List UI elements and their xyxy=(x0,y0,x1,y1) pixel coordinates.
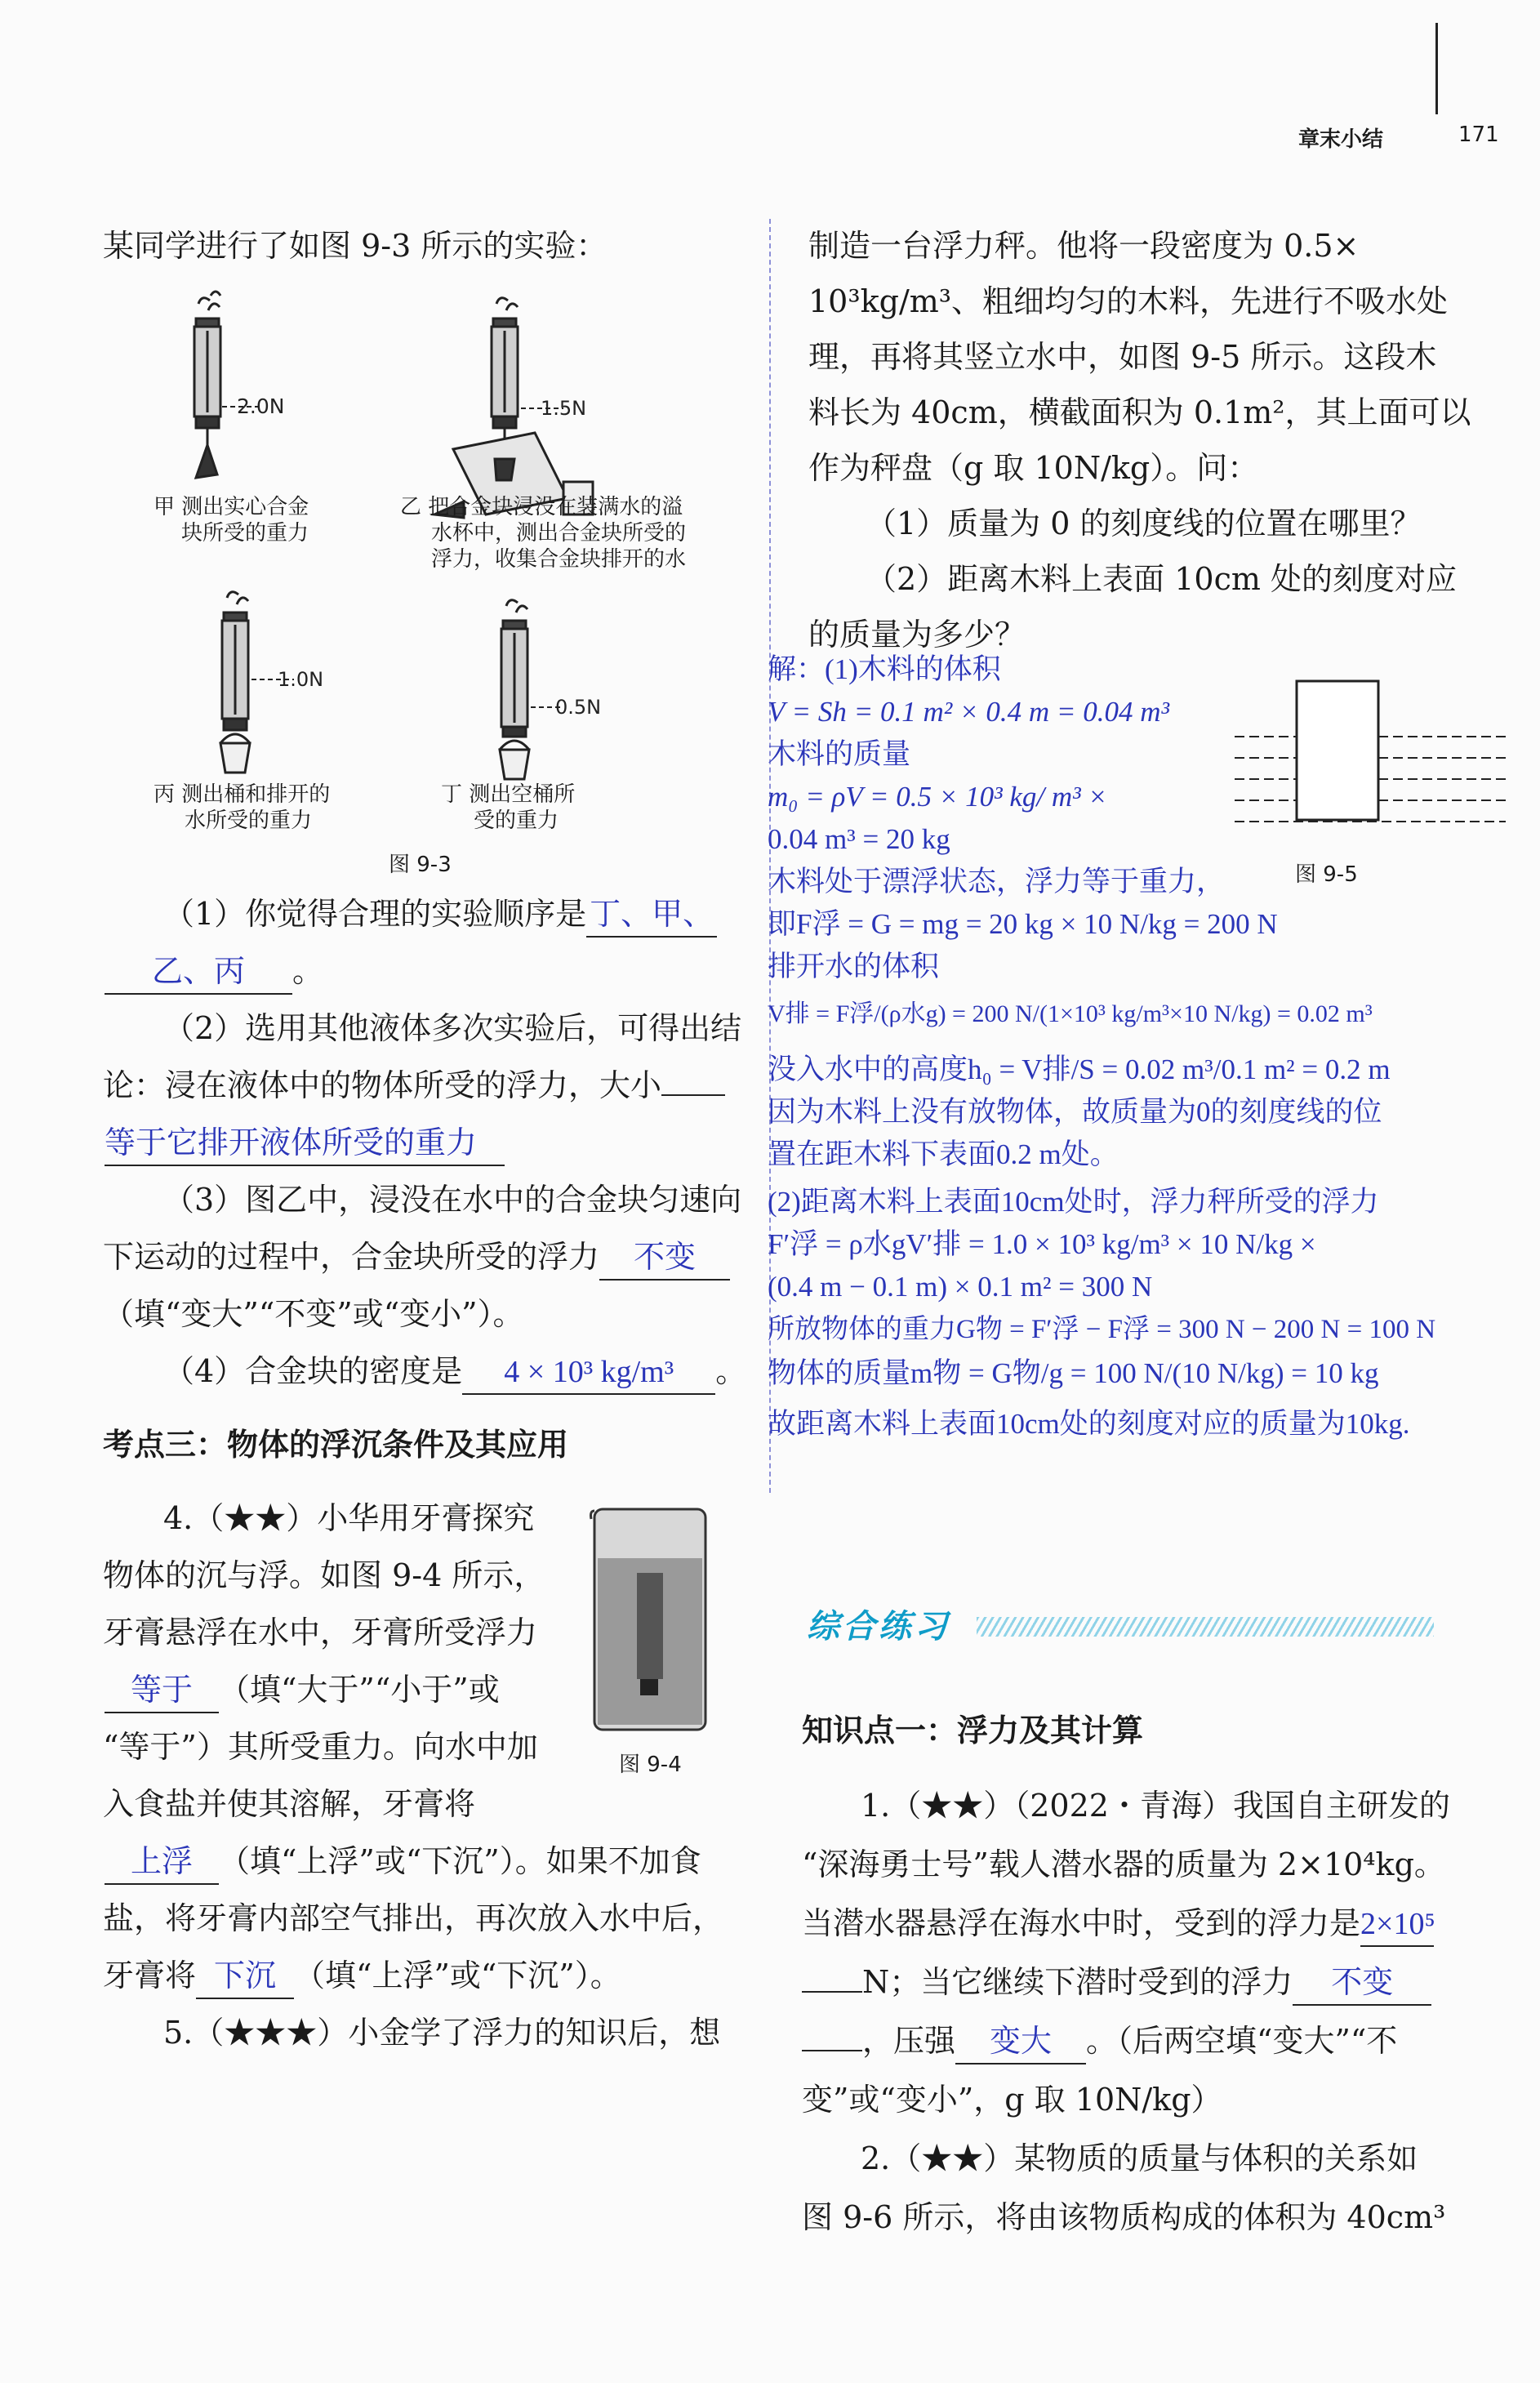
p5-q2-line1: （2）距离木料上表面 10cm 处的刻度对应 xyxy=(866,561,1458,597)
p4-line5: “等于”）其所受重力。向水中加 xyxy=(103,1729,538,1765)
q3-answer[interactable]: 不变 xyxy=(599,1236,730,1281)
p4-line6: 入食盐并使其溶解，牙膏将 xyxy=(103,1786,476,1822)
figure-9-3-caption: 图 9-3 xyxy=(389,853,452,877)
q2-line1: （2）选用其他液体多次实验后，可得出结 xyxy=(163,1010,742,1046)
figure-9-5 xyxy=(1231,678,1509,833)
e1-line1: 1.（★★）（2022・青海）我国自主研发的 xyxy=(861,1788,1450,1824)
e2-line1: 2.（★★）某物质的质量与体积的关系如 xyxy=(861,2140,1418,2176)
e1-line3: 当潜水器悬浮在海水中时，受到的浮力是2×10⁵ xyxy=(802,1896,1434,1950)
solution-line-1: 解：(1)木料的体积 xyxy=(768,653,1001,685)
e1-answer-3[interactable]: 变大 xyxy=(955,2020,1086,2065)
q3-line1: （3）图乙中，浸没在水中的合金块匀速向 xyxy=(163,1182,742,1218)
q1-line1: （1）你觉得合理的实验顺序是 丁、甲、 xyxy=(163,887,717,941)
solution-line-17: 物体的质量m物 = G物/g = 100 N/(10 N/kg) = 10 kg xyxy=(768,1357,1379,1389)
p5-line3: 10³kg/m³、粗细均匀的木料，先进行不吸水处 xyxy=(808,283,1449,319)
practice-banner: 综合练习 xyxy=(807,1608,950,1646)
q4-line: （4）合金块的密度是 4 × 10³ kg/m³ 。 xyxy=(163,1344,746,1398)
p4-line4: 等于 （填“大于”“小于”或 xyxy=(105,1663,500,1717)
q4-answer[interactable]: 4 × 10³ kg/m³ xyxy=(462,1351,715,1395)
p5-line1: 5.（★★★）小金学了浮力的知识后，想 xyxy=(163,2015,721,2051)
p4-line7: 上浮 （填“上浮”或“下沉”）。如果不加食 xyxy=(105,1834,701,1888)
p5-line6: 作为秤盘（g 取 10N/kg）。问： xyxy=(808,450,1259,486)
banner-hatch xyxy=(977,1617,1434,1637)
solution-line-5: 0.04 m³ = 20 kg xyxy=(768,823,950,855)
caption-ding-1: 丁 测出空桶所 xyxy=(441,782,576,807)
spring-scale-jia xyxy=(194,292,261,478)
caption-yi-3: 浮力，收集合金块排开的水 xyxy=(431,547,687,572)
p4-answer-3[interactable]: 下沉 xyxy=(196,1955,294,1999)
p4-answer-1[interactable]: 等于 xyxy=(105,1669,219,1713)
header-section: 章末小结 xyxy=(1298,127,1384,152)
header-rule xyxy=(1435,23,1438,114)
figure-9-4-caption: 图 9-4 xyxy=(619,1753,682,1777)
e1-line5: ，压强 变大 。（后两空填“变大”“不 xyxy=(802,2014,1397,2068)
header-page-number: 171 xyxy=(1458,122,1499,147)
solution-line-16: 所放物体的重力G物 = F′浮 − F浮 = 300 N − 200 N = 100 N xyxy=(768,1315,1436,1344)
caption-ding-2: 受的重力 xyxy=(474,808,559,833)
reading-jia: 2.0N xyxy=(237,394,285,418)
solution-line-18: 故距离木料上表面10cm处的刻度对应的质量为10kg. xyxy=(768,1408,1410,1440)
solution-line-7: 即F浮 = G = mg = 20 kg × 10 N/kg = 200 N xyxy=(768,908,1278,940)
p5-line2: 制造一台浮力秤。他将一段密度为 0.5× xyxy=(808,228,1360,264)
q3-line3: （填“变大”“不变”或“变小”）。 xyxy=(103,1296,524,1332)
q3-line2: 下运动的过程中，合金块所受的浮力 不变 xyxy=(103,1230,730,1284)
p4-line2: 物体的沉与浮。如图 9-4 所示， xyxy=(103,1557,545,1593)
p5-q2-line2: 的质量为多少？ xyxy=(808,617,1026,653)
reading-yi: 1.5N xyxy=(541,397,587,420)
section-3-heading: 考点三：物体的浮沉条件及其应用 xyxy=(103,1427,569,1463)
solution-line-11: 因为木料上没有放物体，故质量为0的刻度线的位 xyxy=(768,1096,1382,1128)
figure-9-4-beaker xyxy=(590,1501,712,1738)
p4-line8: 盐，将牙膏内部空气排出，再次放入水中后， xyxy=(103,1900,724,1936)
q2-answer[interactable]: 等于它排开液体所受的重力 xyxy=(105,1122,505,1166)
knowledge-point-1-heading: 知识点一：浮力及其计算 xyxy=(802,1713,1144,1748)
solution-line-13: (2)距离木料上表面10cm处时，浮力秤所受的浮力 xyxy=(768,1186,1379,1218)
p5-line4: 理，再将其竖立水中，如图 9-5 所示。这段木 xyxy=(808,339,1437,375)
solution-line-12: 置在距木料下表面0.2 m处。 xyxy=(768,1138,1119,1170)
p4-line9: 牙膏将 下沉 （填“上浮”或“下沉”）。 xyxy=(103,1949,621,2002)
solution-line-9: V排 = F浮/(ρ水g) = 200 N/(1×10³ kg/m³×10 N/kg) = 0.02 m³ xyxy=(768,1000,1373,1027)
reading-bing: 1.0N xyxy=(278,668,324,691)
solution-line-8: 排开水的体积 xyxy=(768,951,940,982)
q1-line2: 乙、丙 。 xyxy=(105,944,323,998)
solution-line-10: 没入水中的高度h₀ = V排/S = 0.02 m³/0.1 m² = 0.2 m xyxy=(768,1053,1391,1085)
caption-yi-2: 水杯中，测出合金块所受的 xyxy=(431,521,687,546)
e1-answer-1[interactable]: 2×10⁵ xyxy=(1360,1903,1434,1947)
e1-answer-2[interactable]: 不变 xyxy=(1293,1962,1431,2006)
solution-line-14: F′浮 = ρ水gV′排 = 1.0 × 10³ kg/m³ × 10 N/kg × xyxy=(768,1228,1316,1260)
q2-line2: 论：浸在液体中的物体所受的浮力，大小 xyxy=(103,1058,725,1112)
p4-line3: 牙膏悬浮在水中，牙膏所受浮力 xyxy=(103,1615,538,1650)
q1-answer-part2[interactable]: 乙、丙 xyxy=(105,951,292,995)
e1-line4: N；当它继续下潜时受到的浮力 不变 xyxy=(802,1955,1431,2009)
solution-line-15: (0.4 m − 0.1 m) × 0.1 m² = 300 N xyxy=(768,1271,1153,1303)
solution-line-3: 木料的质量 xyxy=(768,738,911,770)
caption-bing-2: 水所受的重力 xyxy=(185,808,313,833)
caption-jia-1: 甲 测出实心合金 xyxy=(154,495,309,519)
spring-scale-ding xyxy=(500,600,562,779)
e1-line2: “深海勇士号”载人潜水器的质量为 2×10⁴kg。 xyxy=(802,1846,1445,1882)
figure-9-5-caption: 图 9-5 xyxy=(1295,862,1358,887)
p4-line1: 4.（★★）小华用牙膏探究 xyxy=(163,1500,535,1536)
q2-line3 xyxy=(105,1116,505,1169)
caption-yi-1: 乙 把合金块浸没在装满水的溢 xyxy=(400,495,683,519)
e1-line6: 变”或“变小”，g 取 10N/kg） xyxy=(802,2082,1222,2118)
p4-answer-2[interactable]: 上浮 xyxy=(105,1841,219,1885)
e2-line2: 图 9-6 所示，将由该物质构成的体积为 40cm³ xyxy=(802,2199,1446,2235)
solution-line-2: V = Sh = 0.1 m² × 0.4 m = 0.04 m³ xyxy=(768,696,1170,728)
caption-jia-2: 块所受的重力 xyxy=(181,521,309,546)
intro-text: 某同学进行了如图 9-3 所示的实验： xyxy=(103,228,608,264)
solution-line-6: 木料处于漂浮状态，浮力等于重力， xyxy=(768,866,1226,898)
p5-line5: 料长为 40cm，横截面积为 0.1m²，其上面可以 xyxy=(808,394,1471,430)
q1-answer-part1[interactable]: 丁、甲、 xyxy=(586,893,717,938)
p5-q1: （1）质量为 0 的刻度线的位置在哪里？ xyxy=(866,506,1422,541)
reading-ding: 0.5N xyxy=(555,696,602,719)
solution-line-4: m₀ = ρV = 0.5 × 10³ kg/ m³ × xyxy=(768,781,1107,813)
caption-bing-1: 丙 测出桶和排开的 xyxy=(154,782,331,807)
